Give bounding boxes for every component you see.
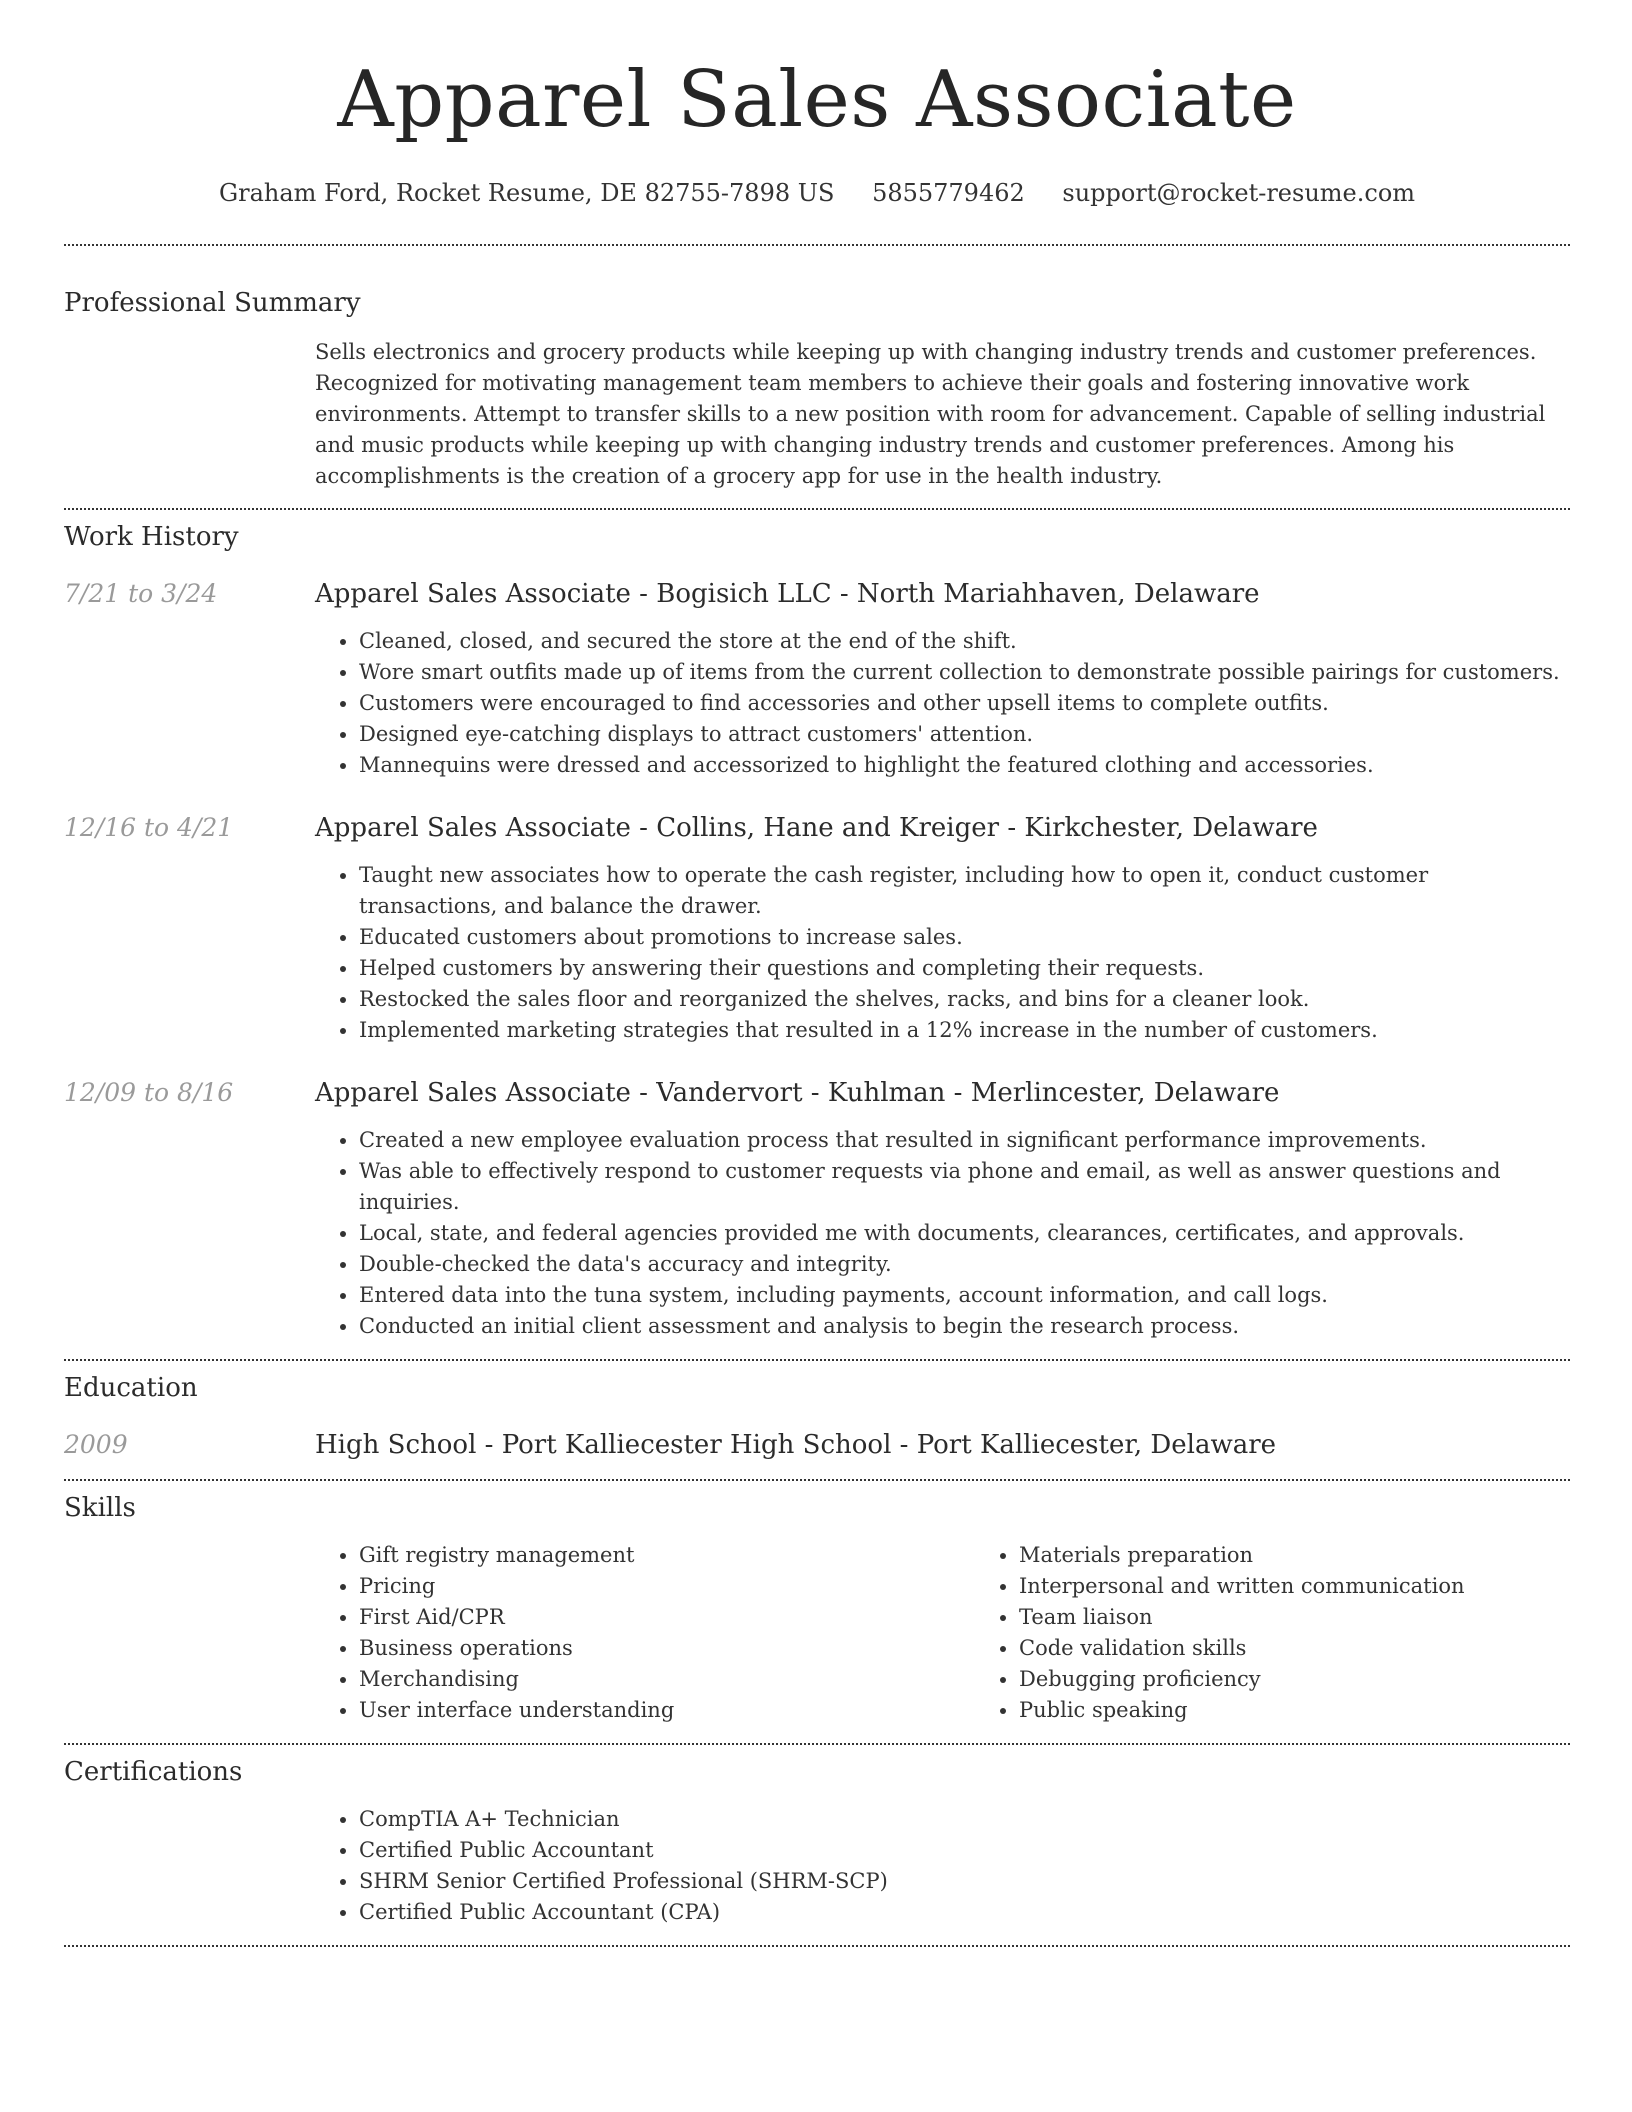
skills-section: [64, 1491, 1570, 1726]
list-item: • Entered data into the tuna system, including payments, account information, and call logs.: [359, 1280, 1570, 1311]
section-heading-education: Education: [64, 1373, 198, 1403]
divider: [64, 1945, 1570, 1947]
education-title: High School - Port Kalliecester High School - Port Kalliecester, Delaware: [315, 1430, 1277, 1460]
resume-title: Apparel Sales Associate: [337, 55, 1297, 145]
skill-item: • First Aid/CPR: [359, 1602, 975, 1633]
job-title: Apparel Sales Associate - Vandervort - Kuhlman - Merlincester, Delaware: [315, 1078, 1280, 1108]
skill-item: • Gift registry management: [359, 1540, 975, 1571]
contact-address: Graham Ford, Rocket Resume, DE 82755-7898 US: [218, 179, 835, 207]
list-item: • Conducted an initial client assessment and analysis to begin the research process.: [359, 1311, 1570, 1342]
certifications-list: [315, 1804, 1570, 1928]
job-title: Apparel Sales Associate - Bogisich LLC - North Mariahhaven, Delaware: [315, 579, 1260, 609]
contact-email: support@rocket-resume.com: [1062, 179, 1416, 207]
list-item: • Mannequins were dressed and accessorized to highlight the featured clothing and accessories.: [359, 750, 1570, 781]
list-item: • Taught new associates how to operate the cash register, including how to open it, conduct customer transactions, and balance the drawer.: [359, 860, 1570, 922]
skill-item: • Debugging proficiency: [1019, 1664, 1632, 1695]
education-section: [64, 1371, 1570, 1462]
skill-item: • Merchandising: [359, 1664, 975, 1695]
certification-item: • Certified Public Accountant: [359, 1835, 1570, 1866]
divider: [64, 508, 1570, 510]
skill-item: • Pricing: [359, 1571, 975, 1602]
skills-list-left: [315, 1540, 975, 1726]
list-item: • Created a new employee evaluation process that resulted in significant performance improvements.: [359, 1125, 1570, 1156]
list-item: • Cleaned, closed, and secured the store at the end of the shift.: [359, 626, 1570, 657]
skill-item: • Interpersonal and written communication: [1019, 1571, 1632, 1602]
certification-item: • CompTIA A+ Technician: [359, 1804, 1570, 1835]
skill-item: • Code validation skills: [1019, 1633, 1632, 1664]
job-dates: 12/16 to 4/21: [64, 813, 234, 842]
job-duties: [315, 626, 1570, 781]
job-duties: [315, 1125, 1570, 1342]
section-heading-work: Work History: [64, 522, 239, 552]
job-title: Apparel Sales Associate - Collins, Hane and Kreiger - Kirkchester, Delaware: [315, 813, 1318, 843]
section-heading-skills: Skills: [64, 1493, 136, 1523]
list-item: • Helped customers by answering their questions and completing their requests.: [359, 953, 1570, 984]
summary-section: [64, 286, 1570, 492]
list-item: • Wore smart outfits made up of items from the current collection to demonstrate possible pairings for customers.: [359, 657, 1570, 688]
certification-item: • Certified Public Accountant (CPA): [359, 1897, 1570, 1928]
education-entry: [64, 1428, 1570, 1462]
skill-item: • User interface understanding: [359, 1695, 975, 1726]
resume-page: [64, 0, 1570, 1947]
skill-item: • Team liaison: [1019, 1602, 1632, 1633]
list-item: • Was able to effectively respond to customer requests via phone and email, as well as answer questions and inquiries.: [359, 1156, 1570, 1218]
list-item: • Educated customers about promotions to increase sales.: [359, 922, 1570, 953]
list-item: • Implemented marketing strategies that resulted in a 12% increase in the number of customers.: [359, 1015, 1570, 1046]
contact-phone: 5855779462: [872, 179, 1025, 207]
skill-item: • Materials preparation: [1019, 1540, 1632, 1571]
work-history-section: [64, 520, 1570, 1342]
education-year: 2009: [64, 1430, 128, 1459]
list-item: • Local, state, and federal agencies provided me with documents, clearances, certificates, and approvals.: [359, 1218, 1570, 1249]
job-entry: [64, 1076, 1570, 1342]
list-item: • Designed eye-catching displays to attract customers' attention.: [359, 719, 1570, 750]
job-entry: [64, 577, 1570, 781]
divider: [64, 1479, 1570, 1481]
divider: [64, 244, 1570, 246]
job-dates: 7/21 to 3/24: [64, 579, 218, 608]
skills-list-right: [975, 1540, 1632, 1726]
divider: [64, 1743, 1570, 1745]
list-item: • Customers were encouraged to find accessories and other upsell items to complete outfits.: [359, 688, 1570, 719]
section-heading-summary: Professional Summary: [64, 288, 361, 318]
list-item: • Double-checked the data's accuracy and integrity.: [359, 1249, 1570, 1280]
skill-item: • Public speaking: [1019, 1695, 1632, 1726]
job-dates: 12/09 to 8/16: [64, 1078, 234, 1107]
contact-line: [64, 178, 1570, 208]
divider: [64, 1359, 1570, 1361]
summary-text: Sells electronics and grocery products while keeping up with changing industry trends and customer preferences. Recognized for motivating management team members to achieve their goals and fostering innovative work environments. Attempt to transfer skills to a new position with room for advancement. Capable of selling industrial and music products while keeping up with changing industry trends and customer preferences. Among his accomplishments is the creation of a grocery app for use in the health industry.: [315, 340, 1546, 488]
certifications-section: [64, 1755, 1570, 1928]
job-duties: [315, 860, 1570, 1046]
list-item: • Restocked the sales floor and reorganized the shelves, racks, and bins for a cleaner look.: [359, 984, 1570, 1015]
job-entry: [64, 811, 1570, 1046]
section-heading-certifications: Certifications: [64, 1757, 243, 1787]
skill-item: • Business operations: [359, 1633, 975, 1664]
certification-item: • SHRM Senior Certified Professional (SHRM-SCP): [359, 1866, 1570, 1897]
